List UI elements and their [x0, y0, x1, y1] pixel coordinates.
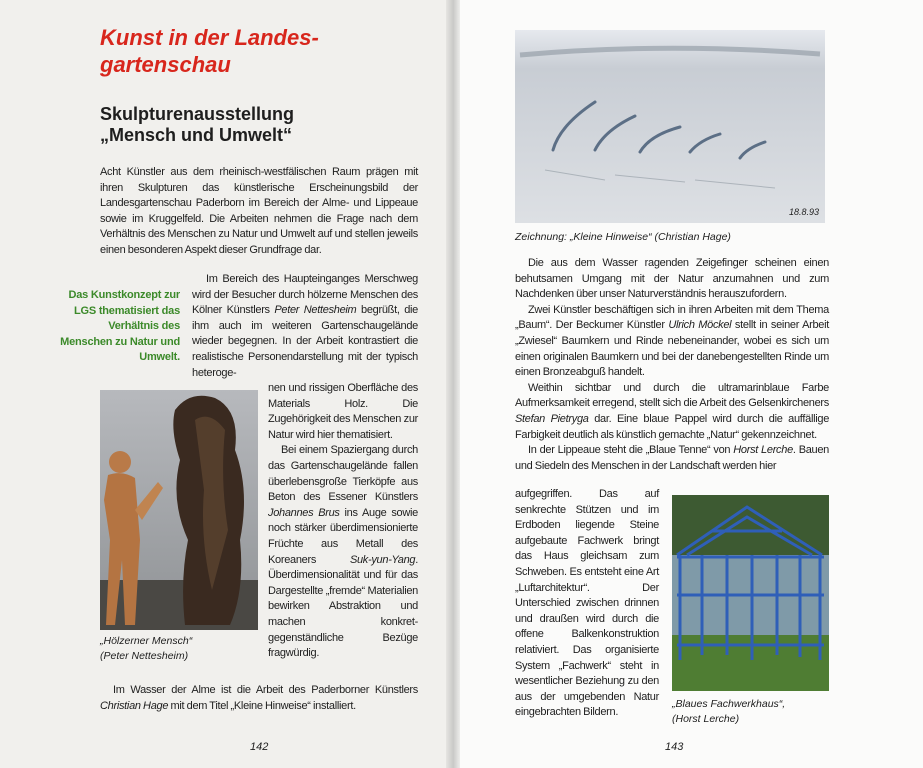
title-line: Kunst in der Landes- — [100, 25, 319, 50]
text-run: Weithin sichtbar und durch die ultramarinblaue Farbe Aufmerksamkeit erregend, stellt sich die Arbeit des Gelsenkircheners — [515, 381, 829, 410]
intro-paragraph — [100, 165, 418, 259]
paragraph — [515, 303, 829, 381]
photo-caption — [100, 634, 258, 664]
sculpture-photo — [100, 390, 258, 630]
right-page — [460, 0, 923, 768]
text-run: Bei einem Spaziergang durch das Gartenschaugelände fallen überlebensgroße Tierköpfe aus Beton des Essener Künstlers — [268, 444, 418, 504]
heading-line: „Mensch und Umwelt“ — [100, 125, 293, 145]
paragraph — [268, 443, 418, 661]
page-number: 143 — [665, 741, 684, 753]
heading-line: Skulpturenausstellung — [100, 104, 295, 124]
drawing-kleine-hinweise — [515, 30, 825, 223]
caption-line: „Hölzerner Mensch“ — [100, 635, 193, 647]
caption-line: „Blaues Fachwerkhaus“, — [672, 698, 786, 710]
text-run: nen und rissigen Oberfläche des Materials Holz. Die Zugehörigkeit des Menschen zur Natur wird hier thematisiert. — [268, 382, 418, 441]
paragraph — [515, 443, 829, 474]
text-run: aufgegriffen. Das auf senkrechte Stützen und im Erdboden liegende Steine aufgebaute Fachwerk bringt das Haus gleichsam zum Schweben. Es entsteht eine Art „Luftarchitektur“. Der Unterschied zwischen drinnen und draußen wird durch die offene Balkenkonstruktion relativiert. Das organisierte System „Fachwerk“ steht in wesentlicher Beziehung zu den aus der umgebenden Natur eingebrachten Bildern. — [515, 488, 659, 719]
blue-frame-house-photo-block — [672, 495, 829, 727]
paragraph — [192, 272, 418, 381]
text-run: stellt in seiner Arbeit „Zwiesel“ Baumkern und Rinde nebeneinander, wobei es sich um einen originalen Baumkern und bei der danebengestellten Rinde um einen Bronzeabguß handelt. — [515, 319, 829, 379]
sidebar-quote: Das Kunstkonzept zur LGS thematisiert das Verhältnis des Menschen zu Natur und Umwelt. — [60, 289, 180, 364]
text-run: In der Lippeaue steht die „Blaue Tenne“ von — [528, 444, 734, 457]
text-run: . Überdimensionalität und für das Dargestellte „fremde“ Materialien bewirken Abstraktion und machen konkret-gegenständliche Bezüge fragwürdig. — [268, 553, 418, 660]
paragraph — [515, 381, 829, 443]
text-run: begrüßt, die ihm auch im weiteren Gartenschaugelände wieder begegnen. In der Arbeit kontrastiert die realistische Personendarstellung mit der typisch heteroge- — [192, 304, 418, 379]
closing-paragraph — [100, 683, 418, 714]
left-page — [0, 0, 452, 768]
text-run: Im Wasser der Alme ist die Arbeit des Paderborner Künstlers — [113, 684, 418, 696]
title-line: gartenschau — [100, 52, 231, 77]
text-run: Zwei Künstler beschäftigen sich in ihren Arbeiten mit dem Thema „Baum“. Der Beckumer Künstler — [515, 303, 829, 332]
artist-name: Johannes Brus — [268, 506, 340, 519]
artist-name: Ulrich Möckel — [668, 319, 732, 332]
artist-name: Christian Hage — [100, 699, 169, 712]
text-run: mit dem Titel „Kleine Hinweise“ installiert. — [168, 699, 356, 712]
photo-caption — [672, 697, 829, 727]
artist-name: Stefan Pietryga — [515, 412, 589, 425]
caption-line: (Peter Nettesheim) — [100, 650, 189, 662]
section-heading — [100, 104, 294, 146]
paragraph — [268, 381, 418, 443]
text-run: Acht Künstler aus dem rheinisch-westfälischen Raum prägen mit ihren Skulpturen das künstlerische Erscheinungsbild der Landesgartenschau Paderborn im Bereich der Alme- und Lippeaue sowie im Kruggelfeld. Die Arbeiten nehmen die Frage nach dem Verhältnis des Menschen zu Natur und Umwelt auf und stellen jeweils einen besonderen Aspekt dieser Grundfrage dar. — [100, 166, 418, 256]
text-run: ins Auge sowie noch stärker überdimensionierte Früchte aus Metall des Koreaners — [268, 506, 418, 566]
paragraph — [515, 256, 829, 303]
page-number: 142 — [250, 741, 269, 753]
body-text — [515, 256, 829, 474]
paragraph — [515, 487, 659, 721]
paragraph — [100, 683, 418, 714]
paragraph — [100, 165, 418, 259]
text-run: Die aus dem Wasser ragenden Zeigefinger scheinen einen behutsamen Umgang mit der Natur anzumahnen und zum Nachdenken über unser Naturverständnis herauszufordern. — [515, 257, 829, 301]
caption-line: (Horst Lerche) — [672, 713, 740, 725]
artist-name: Peter Nettesheim — [274, 304, 357, 317]
text-run: . Bauen und Siedeln des Menschen in der Landschaft werden hier — [515, 444, 829, 472]
text-run: dar. Eine blaue Pappel wird durch die auffällige Farbigkeit deutlich als künstlich gemachte „Natur“ gekennzeichnet. — [515, 412, 830, 441]
drawing-caption: Zeichnung: „Kleine Hinweise“ (Christian Hage) — [515, 231, 731, 243]
artist-name: Horst Lerche — [733, 444, 793, 457]
body-column-b — [268, 381, 418, 662]
chapter-title — [100, 24, 319, 78]
text-run: Im Bereich des Haupteinganges Merschweg wird der Besucher durch hölzerne Menschen des Kölner Künstlers — [192, 273, 418, 317]
artist-name: Suk-yun-Yang — [349, 553, 416, 566]
drawing-signature: 18.8.93 — [788, 207, 819, 217]
body-column-a — [192, 272, 418, 381]
sculpture-photo-block — [100, 390, 258, 664]
blue-frame-house-photo — [672, 495, 829, 691]
body-narrow-column — [515, 487, 659, 721]
